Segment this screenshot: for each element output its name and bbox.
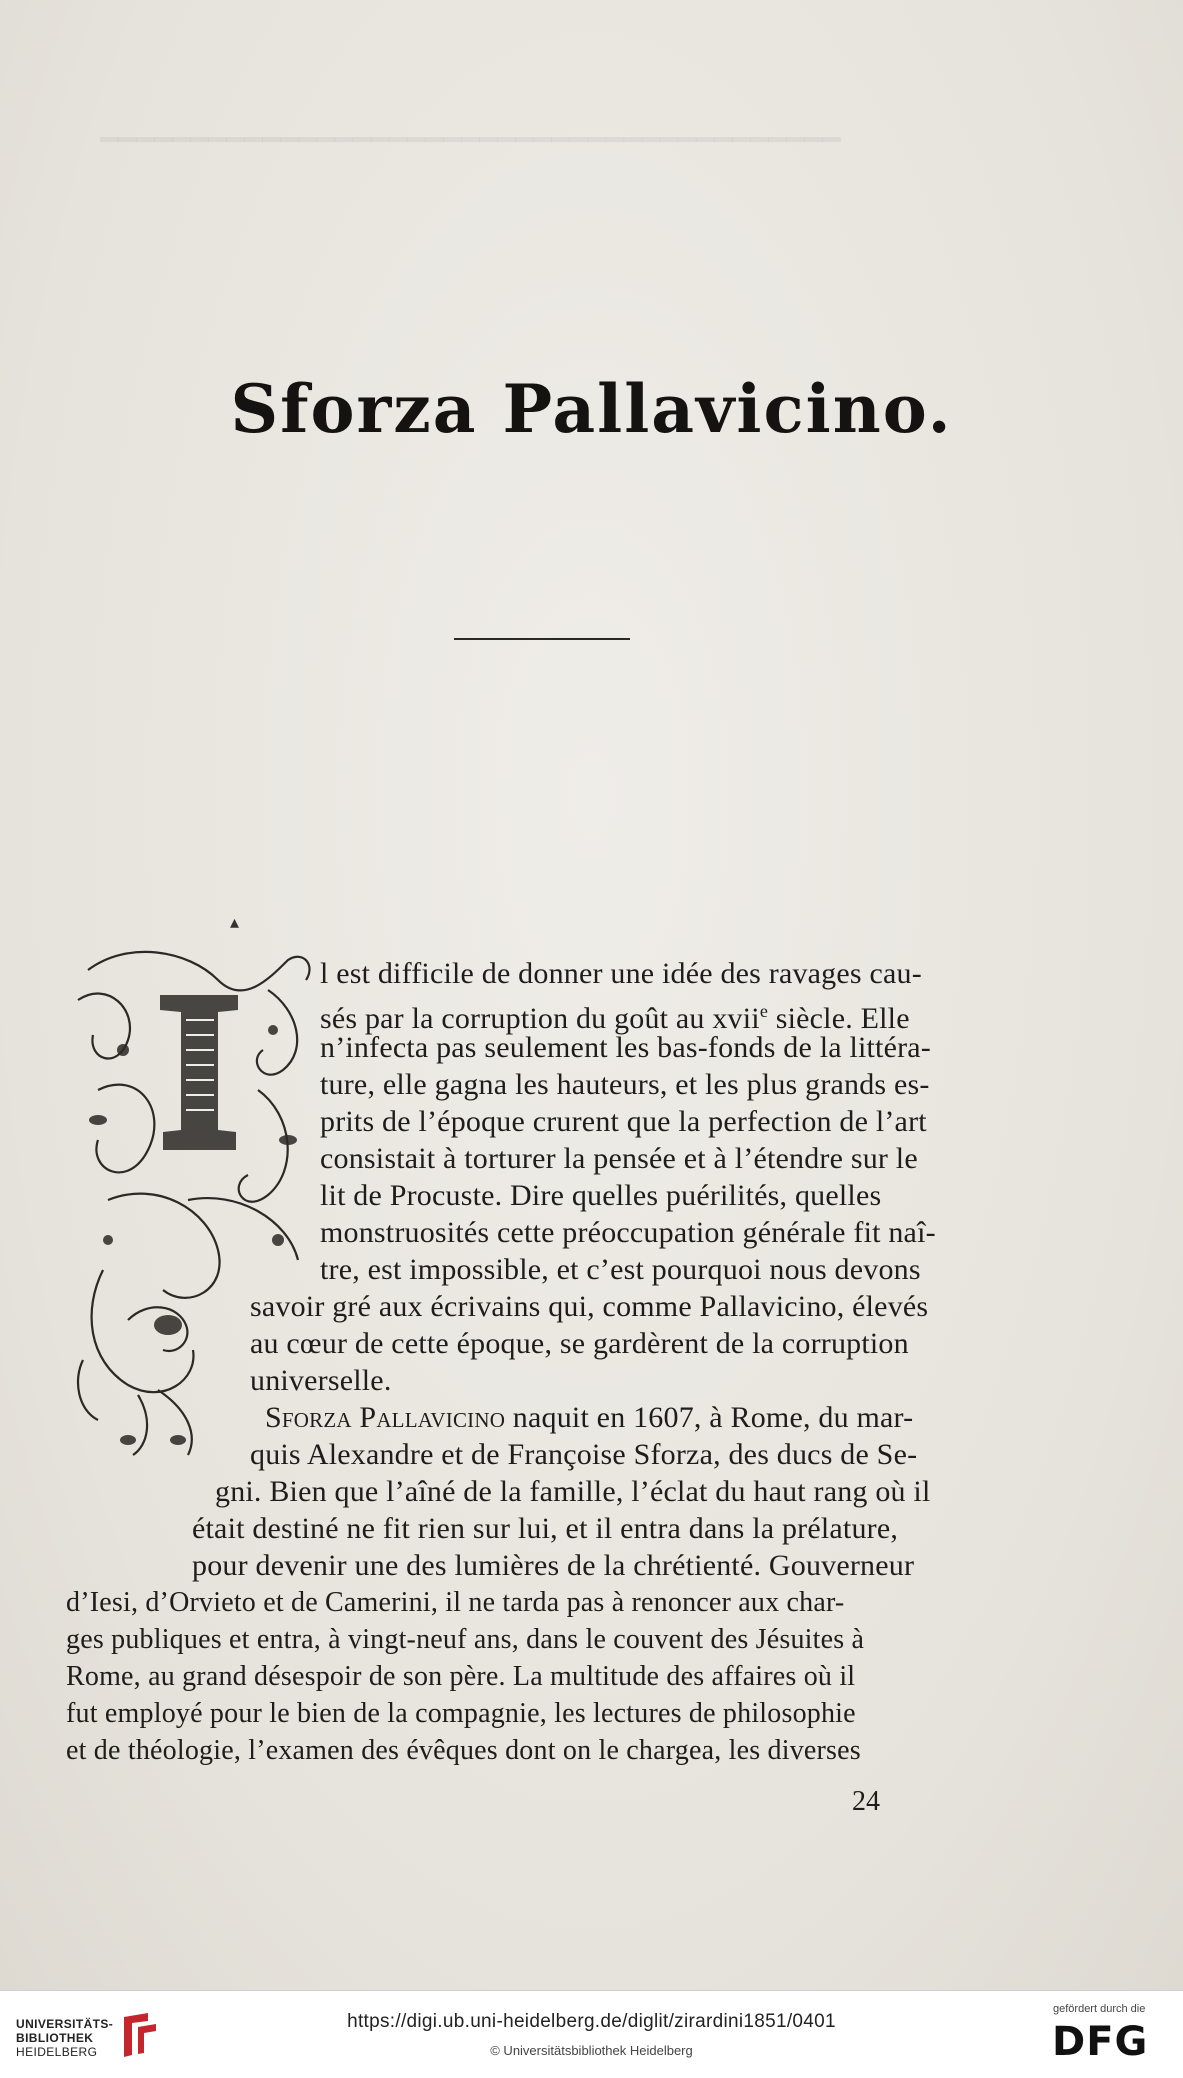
text-line: consistait à torturer la pensée et à l’étendre sur le <box>320 1142 918 1175</box>
viewer-footer <box>0 1990 1183 2078</box>
text-line: ture, elle gagna les hauteurs, et les plus grands es- <box>320 1068 930 1101</box>
library-name: UNIVERSITÄTS- BIBLIOTHEK HEIDELBERG <box>16 2017 114 2059</box>
text-line: monstruosités cette préoccupation générale fit naî- <box>320 1216 936 1249</box>
text-line: d’Iesi, d’Orvieto et de Camerini, il ne tarda pas à renoncer aux char- <box>66 1587 845 1618</box>
funding-note: gefördert durch die <box>1053 2003 1146 2015</box>
text-line: pour devenir une des lumières de la chrétienté. Gouverneur <box>192 1549 915 1582</box>
printer-mark: ▴ <box>230 912 240 932</box>
text-line: Rome, au grand désespoir de son père. La multitude des affaires où il <box>66 1661 856 1692</box>
text-line: universelle. <box>250 1364 392 1397</box>
text-line: tre, est impossible, et c’est pourquoi nous devons <box>320 1253 921 1286</box>
text-line: l est difficile de donner une idée des ravages cau- <box>320 957 922 990</box>
page-title: Sforza Pallavicino. <box>230 370 953 448</box>
text-line: au cœur de cette époque, se gardèrent de la corruption <box>250 1327 909 1360</box>
bleed-through-text: ━━━━━━━━━━━━━━━━━━━━━━━━━━━━━━━━━━━━━━━━━ <box>100 124 841 157</box>
text-line: n’infecta pas seulement les bas-fonds de la littéra- <box>320 1031 932 1064</box>
text-line: et de théologie, l’examen des évêques dont on le chargea, les diverses <box>66 1735 861 1766</box>
text-line: lit de Procuste. Dire quelles puérilités, quelles <box>320 1179 882 1212</box>
dfg-logo: DFG <box>1052 2019 1149 2065</box>
text-line: était destiné ne fit rien sur lui, et il entra dans la prélature, <box>192 1512 899 1545</box>
text-line: ges publiques et entra, à vingt-neuf ans, dans le couvent des Jésuites à <box>66 1624 865 1655</box>
copyright: © Universitätsbibliothek Heidelberg <box>490 2043 693 2058</box>
text-line: Sforza Pallavicino naquit en 1607, à Rome, du mar- <box>265 1401 914 1434</box>
text-line: prits de l’époque crurent que la perfection de l’art <box>320 1105 927 1138</box>
text-line: gni. Bien que l’aîné de la famille, l’éclat du haut rang où il <box>215 1475 931 1508</box>
text-line: savoir gré aux écrivains qui, comme Pallavicino, élevés <box>250 1290 929 1323</box>
text-line: quis Alexandre et de Françoise Sforza, des ducs de Se- <box>250 1438 918 1471</box>
page-number: 24 <box>852 1786 880 1817</box>
text-line: fut employé pour le bien de la compagnie, les lectures de philosophie <box>66 1698 856 1729</box>
permalink[interactable]: https://digi.ub.uni-heidelberg.de/diglit/zirardini1851/0401 <box>347 2011 836 2032</box>
text-line: sés par la corruption du goût au xvii$^e$ siècle. Elle <box>320 1001 910 1035</box>
